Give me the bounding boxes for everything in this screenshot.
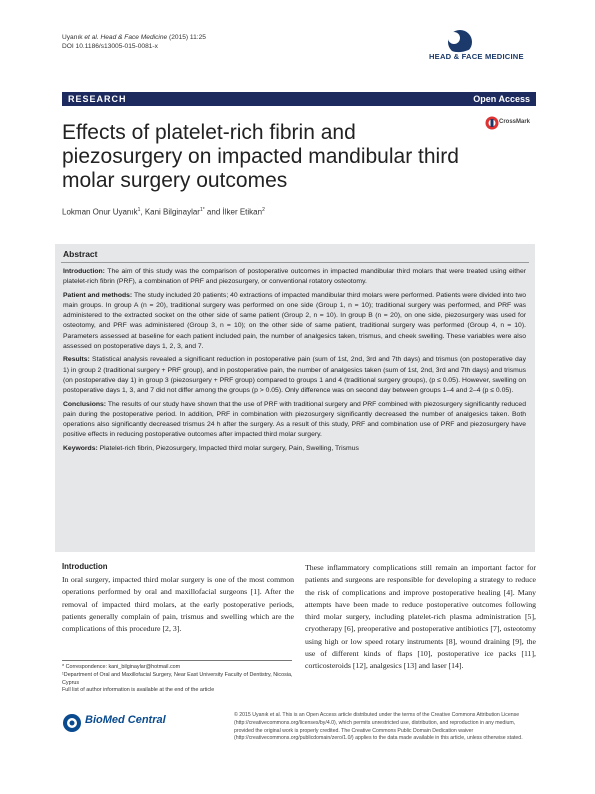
section-text: The results of our study have shown that the use of PRF with traditional surgery and PRF combined with piezosurgery significantly reduced pain during the postoperative period. In addition, PRF in combination with piezosurgery significantly decreased the number of analgesics taken. Both operations also significantly decreased trismus 24 h after the surgery. As a result of this study, PRF and combination use of PRF and piezosurgery have positive effects in reducing postoperative outcomes after impacted third molar surgery. xyxy=(63,400,526,439)
footnotes xyxy=(62,664,294,695)
section-label: Keywords: xyxy=(63,444,98,452)
citation-volume: (2015) 11:25 xyxy=(167,34,206,41)
affiliation-mark: 1 xyxy=(137,207,141,213)
section-text: Platelet-rich fibrin, Piezosurgery, Impacted third molar surgery, Pain, Swelling, Trismus xyxy=(97,444,359,452)
abstract-introduction xyxy=(63,267,526,288)
author-name[interactable]: Lokman Onur Uyanık xyxy=(62,207,138,217)
article-type: RESEARCH xyxy=(68,94,127,104)
license-text: © 2015 Uyanık et al. This is an Open Access article distributed under the terms of the Creative Commons Attribution License (http://creativecommons.org/licenses/by/4.0), which permits unrestricted use, distribution, and reproduction in any medium, provided the original work is properly credited. The Creative Commons Public Domain Dedication waiver (http://creativecommons.org/publicdomain/zero/1.0/) applies to the data made available in this article, unless otherwise stated. xyxy=(234,712,523,742)
footnote-divider xyxy=(62,660,292,661)
affiliation-mark: 2 xyxy=(262,207,265,213)
citation-line xyxy=(62,33,206,42)
affiliation-mark: 1* xyxy=(199,207,205,213)
section-label: Patient and methods: xyxy=(63,291,133,299)
abstract-results xyxy=(63,355,526,396)
section-label: Introduction: xyxy=(63,268,105,275)
author-name[interactable]: and İlker Etikan xyxy=(204,207,263,217)
abstract-divider xyxy=(61,262,529,263)
introduction-heading: Introduction xyxy=(62,562,108,571)
abstract-methods xyxy=(63,291,526,353)
section-label: Conclusions: xyxy=(63,400,107,408)
author-name[interactable]: , Kani Bilginaylar xyxy=(140,207,200,217)
journal-citation xyxy=(62,33,206,51)
section-label: Results: xyxy=(63,356,90,364)
biomed-central-logo-text: BioMed Central xyxy=(85,714,166,726)
section-text: The study included 20 patients; 40 extractions of impacted mandibular third molars were performed. Patients were divided into two main groups. In group A (n = 20), traditional surgery was performed on one side (Group 1, n = 10); traditional surgery was performed, and PRF was administered to the extracted socket on the other side of same patient (Group 2, n = 10). In group B (n = 20), on one side, piezosurgery was used for osteotomy, and PRF was administered (Group 3, n = 10); on the other side of same patient, traditional surgery was performed (Group 4, n = 10). Parameters assessed at baseline for each patient included pain, the number of analgesics taken, trismus, and cheek swelling. These variables were also assessed on postoperative days 1, 2, 3, and 7. xyxy=(63,291,527,351)
affiliation: ¹Department of Oral and Maxillofacial Surgery, Near East University Faculty of Dentistry, Nicosia, Cyprus xyxy=(62,671,293,686)
author-list xyxy=(62,207,265,217)
section-text: The aim of this study was the comparison of postoperative outcomes in impacted mandibular third molars that were treated using either platelet-rich fibrin (PRF), a combination of PRF and piezosurgery, or conventional rotatory osteotomy. xyxy=(63,268,526,286)
abstract-heading: Abstract xyxy=(63,249,98,259)
author-info-note: Full list of author information is available at the end of the article xyxy=(62,687,215,694)
correspondence[interactable]: * Correspondence: kani_bilginaylar@hotmail.com xyxy=(62,664,181,670)
article-title: Effects of platelet-rich fibrin and piezosurgery on impacted mandibular third molar surgery outcomes xyxy=(62,121,459,192)
abstract-keywords xyxy=(63,444,526,454)
abstract-conclusions xyxy=(63,400,526,441)
body-right-column: These inflammatory complications still remain an important factor for patients and surgeons are responsible for developing a strategy to reduce the risk of complications and improve postoperative healing [4]. Many attempts have been made to reduce postoperative outcomes following third molar surgery, including platelet-rich plasma administration [5], cryotherapy [6], preoperative and postoperative antibiotics [7], osteotomy using high or low speed rotary instruments [8], wound draining [9], the use of different kinds of flaps [10], postoperative ice packs [11], corticosteroids [12], analgesics [13] and laser [14]. xyxy=(305,563,536,671)
doi: DOI 10.1186/s13005-015-0081-x xyxy=(62,43,158,50)
journal-logo-text: HEAD & FACE MEDICINE xyxy=(429,52,524,61)
section-text: Statistical analysis revealed a significant reduction in postoperative pain (sum of 1st, 2nd, 3rd and 7th days) and trismus (on postoperative day 1) in group 2 (traditional surgery + PRF group), and in postoperative pain, the number of analgesics taken (sum of 1st, 2nd, 3rd and 7th days) and trismus (on postoperative day 1) in group 3 (piezosurgery + PRF group) compared to groups 1 and 4 (traditional surgery groups), (p ≤ 0.05). However, swelling on postoperative days 1, 3, and 7 did not differ among the groups (p > 0.05). Only difference was on second day between groups 1–4 and 2–4 (p ≤ 0.05). xyxy=(63,356,526,395)
abstract-box xyxy=(55,244,535,552)
body-left-column: In oral surgery, impacted third molar surgery is one of the most common operations performed by oral and maxillofacial surgeons [1]. After the removal of impacted third molars, at the early postoperative periods, patients generally complain of pain, trismus and swelling which are the complications of this procedure [2, 3]. xyxy=(62,575,294,634)
open-access-label: Open Access xyxy=(473,94,530,104)
citation-authors: Uyanık xyxy=(62,34,85,41)
article-type-banner xyxy=(62,92,536,106)
citation-journal: et al. Head & Face Medicine xyxy=(84,34,168,41)
crossmark-label[interactable]: CrossMark xyxy=(499,119,531,125)
abstract-body xyxy=(63,267,526,457)
